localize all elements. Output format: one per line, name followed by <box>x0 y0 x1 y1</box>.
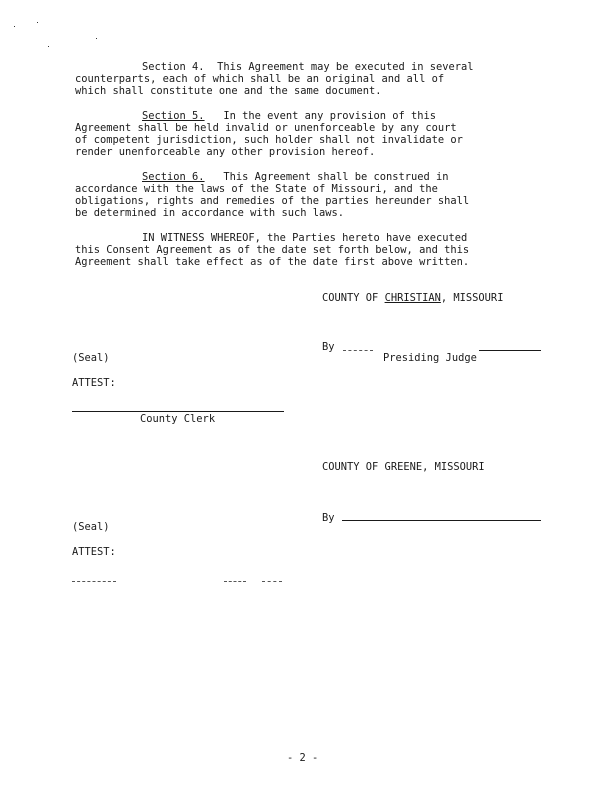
witness-line-2: this Consent Agreement as of the date set forth below, and this <box>75 244 470 256</box>
greene-by-label: By <box>322 512 335 524</box>
greene-signature-line <box>342 520 541 521</box>
section-4-label: Section 4. <box>142 61 205 73</box>
county-clerk-signature-line <box>72 411 284 412</box>
section-6-line-1: Section 6. This Agreement shall be construed in <box>142 171 449 183</box>
presiding-judge-title: Presiding Judge <box>383 352 477 364</box>
section-6-line-3: obligations, rights and remedies of the parties hereunder shall <box>75 195 470 207</box>
section-5-line-4: render unenforceable any other provision hereof. <box>75 146 376 158</box>
section-6-line-2: accordance with the laws of the State of Missouri, and the <box>75 183 438 195</box>
scan-speck <box>14 26 15 27</box>
section-5-line-3: of competent jurisdiction, such holder shall not invalidate or <box>75 134 463 146</box>
section-5-line-2: Agreement shall be held invalid or unenforceable by any court <box>75 122 457 134</box>
county-clerk-title: County Clerk <box>140 413 216 425</box>
section-5-line-1: Section 5. In the event any provision of this <box>142 110 437 122</box>
witness-line-1: IN WITNESS WHEREOF, the Parties hereto have executed <box>142 232 468 244</box>
section-5-paragraph <box>75 110 543 158</box>
christian-county-heading: COUNTY OF CHRISTIAN, MISSOURI <box>322 292 504 304</box>
greene-clerk-line-fragment <box>72 581 116 582</box>
section-5-label: Section 5. <box>142 110 205 122</box>
greene-clerk-line-fragment <box>224 581 246 582</box>
section-4-paragraph <box>75 61 543 97</box>
christian-seal: (Seal) <box>72 352 110 364</box>
christian-county-name: CHRISTIAN <box>384 292 441 304</box>
section-6-paragraph <box>75 171 543 219</box>
christian-attest: ATTEST: <box>72 377 116 389</box>
section-4-line-2: counterparts, each of which shall be an original and all of <box>75 73 445 85</box>
witness-paragraph <box>75 232 543 268</box>
christian-by-label: By <box>322 341 335 353</box>
section-4-line-3: which shall constitute one and the same document. <box>75 85 382 97</box>
greene-attest: ATTEST: <box>72 546 116 558</box>
scan-speck <box>48 46 49 47</box>
witness-line-3: Agreement shall take effect as of the date first above written. <box>75 256 470 268</box>
scan-speck <box>37 22 38 23</box>
christian-signature-line <box>479 350 541 351</box>
christian-signature-fragment <box>343 350 373 351</box>
greene-seal: (Seal) <box>72 521 110 533</box>
section-6-line-4: be determined in accordance with such laws. <box>75 207 344 219</box>
greene-county-heading: COUNTY OF GREENE, MISSOURI <box>322 461 485 473</box>
scan-speck <box>96 38 97 39</box>
section-6-label: Section 6. <box>142 171 205 183</box>
page-number: - 2 - <box>287 752 319 764</box>
greene-clerk-line-fragment <box>262 581 282 582</box>
section-4-line-1: Section 4. This Agreement may be executed in several <box>142 61 474 73</box>
